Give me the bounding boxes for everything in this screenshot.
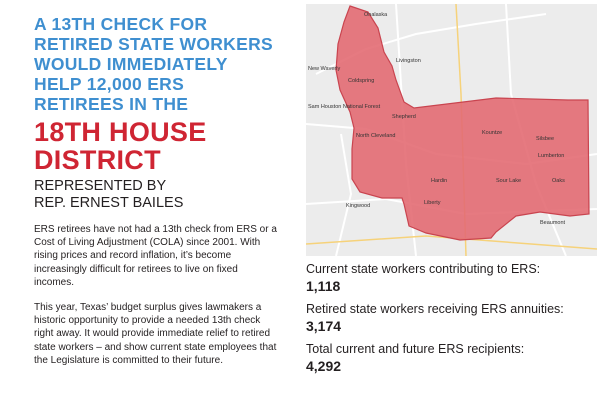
map-label-kountze: Kountze xyxy=(482,130,503,136)
district-line: 18TH HOUSE xyxy=(34,117,207,147)
map-label-kingwood: Kingwood xyxy=(346,203,371,209)
headline-line: WOULD IMMEDIATELY xyxy=(34,54,228,74)
stat-retired-workers xyxy=(306,302,596,335)
map-label-lumberton: Lumberton xyxy=(538,153,565,159)
map-label-onalaska: Onalaska xyxy=(364,12,388,18)
map-label-oaks: Oaks xyxy=(552,178,565,184)
body-paragraph-1: ERS retirees have not had a 13th check from ERS or a Cost of Living Adjustment (COLA) since 2001. With rising prices and record inflation, it’s become increasingly difficult for retirees to live on fixed incomes. xyxy=(34,224,277,288)
representative xyxy=(34,178,284,212)
district-line: DISTRICT xyxy=(34,145,161,175)
stat-label: Retired state workers receiving ERS annuities: xyxy=(306,302,564,316)
stats-panel xyxy=(306,262,596,382)
map-label-beaumont: Beaumont xyxy=(540,220,566,226)
stat-value: 4,292 xyxy=(306,358,342,374)
headline-line: HELP 12,000 ERS xyxy=(34,74,185,94)
map-label-coldspring: Coldspring xyxy=(348,78,375,84)
stat-value: 1,118 xyxy=(306,278,341,294)
headline xyxy=(34,14,284,114)
road xyxy=(336,134,351,256)
map-label-new-waverly: New Waverly xyxy=(308,66,341,72)
headline-line: RETIREES IN THE xyxy=(34,94,189,114)
map-label-sam-houston: Sam Houston National Forest xyxy=(308,104,381,110)
represented-by: REPRESENTED BY xyxy=(34,178,167,194)
stat-total-recipients xyxy=(306,342,596,375)
map-svg xyxy=(306,4,597,256)
headline-line: A 13TH CHECK FOR xyxy=(34,14,208,34)
headline-line: RETIRED STATE WORKERS xyxy=(34,34,273,54)
left-column xyxy=(34,14,284,367)
map-label-north-cleveland: North Cleveland xyxy=(356,133,396,139)
map-label-livingston: Livingston xyxy=(396,58,421,64)
representative-name: REP. ERNEST BAILES xyxy=(34,195,184,211)
stat-label: Current state workers contributing to ERS: xyxy=(306,262,541,276)
body-paragraph-2: This year, Texas’ budget surplus gives lawmakers a historic opportunity to provide a needed 13th check right away. It would provide immediate relief to retired state workers – and show current state employees that the Legislature is committed to their future. xyxy=(34,302,277,366)
map-label-liberty: Liberty xyxy=(424,200,441,206)
map-label-shepherd: Shepherd xyxy=(392,114,416,120)
stat-value: 3,174 xyxy=(306,318,342,334)
stat-current-workers xyxy=(306,262,596,295)
district-title xyxy=(34,118,284,174)
map-label-sour-lake: Sour Lake xyxy=(496,178,522,184)
map-label-silsbee: Silsbee xyxy=(536,136,555,142)
district-map xyxy=(306,4,597,256)
district-shape xyxy=(336,6,589,240)
stat-label: Total current and future ERS recipients: xyxy=(306,342,525,356)
map-label-hardin: Hardin xyxy=(431,178,448,184)
